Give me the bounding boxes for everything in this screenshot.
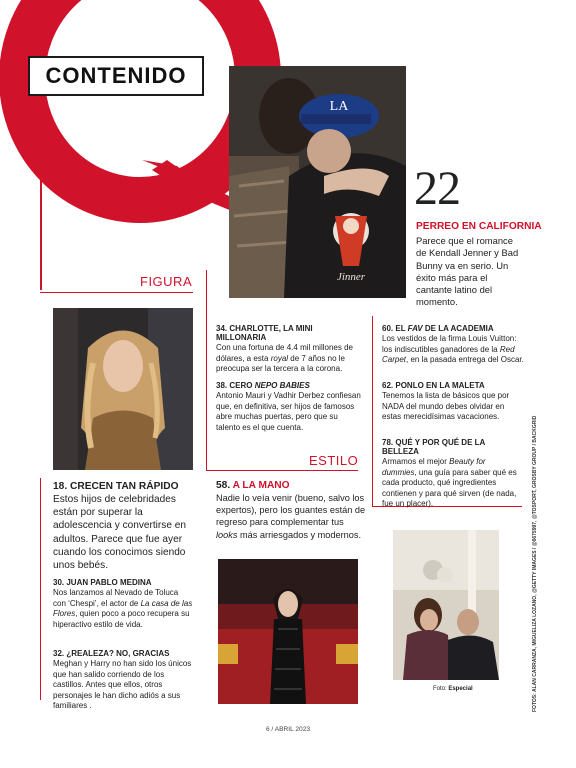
item-juan-pablo[interactable] [53,578,193,630]
page-title: CONTENIDO [45,63,187,88]
item-nepo[interactable] [216,381,364,433]
item-charlotte-text: Con una fortuna de 4.4 mil millones de dólares, a esta royal de 7 años no le preocupa ser la tercera a la corona. [216,343,353,374]
couple-embrace-photo-icon [229,66,406,298]
item-maleta-text: Tenemos la lista de básicos que por NADA del mundo debes olvidar en estas merecidísimas vacaciones. [382,391,510,422]
item-charlotte[interactable] [216,324,364,375]
item-mano-text: Nadie lo veía venir (bueno, salvo los expertos), pero los guantes están de regreso para complementar tus looks más arriesgados y modernos. [216,493,366,540]
item-belleza[interactable] [382,438,522,510]
item-crecen-title: CRECEN TAN RÁPIDO [70,481,179,492]
item-realeza[interactable] [53,649,193,712]
feature-headline[interactable]: PERREO EN CALIFORNIA [416,221,542,232]
item-academia-text: Los vestidos de la firma Louis Vuitton: los indiscutibles ganadores de la Red Carpet, en la pasada entrega del Oscar. [382,334,524,365]
item-nepo-text: Antonio Mauri y Vadhir Derbez confiesan que, en definitiva, ser hijos de famosos abre muchas puertas, pero que su talento es el que cuenta. [216,391,361,432]
item-academia[interactable] [382,324,528,366]
item-academia-number: 60. [382,324,394,333]
item-crecen[interactable] [53,481,199,572]
item-nepo-title: CERO NEPO BABIES [229,381,310,390]
item-mano[interactable] [216,480,366,541]
page-title-box [28,56,204,96]
item-maleta-title: PONLO EN LA MALETA [395,381,485,390]
divider-left-top [40,150,42,290]
divider-col3 [372,316,373,506]
item-crecen-text: Estos hijos de celebridades están por superar la adolescencia y convertirse en adultos. Parece que fue ayer cuando los conocimos siendo unos bebés. [53,494,186,572]
item-charlotte-title: CHARLOTTE, LA MINI MILLONARIA [216,324,313,342]
side-credits: FOTOS: ALAN CARRANZA, MIGUELIZA LOZANO, @GETTY IMAGES / @6675997, @TOSPORT, GROSBY GROUP / BACKGRID [532,415,538,712]
red-carpet-photo-icon [218,559,358,704]
section-estilo[interactable]: ESTILO [309,453,359,468]
divider-estilo [206,470,358,471]
feature-page-number[interactable]: 22 [414,162,460,215]
item-realeza-text: Meghan y Harry no han sido los únicos que han salido corriendo de los castillos. Antes que ellos, otros personajes le han dicho adiós a sus familiares . [53,659,192,711]
item-juan-pablo-number: 30. [53,578,65,587]
item-juan-pablo-title: JUAN PABLO MEDINA [66,578,152,587]
divider-figura [40,292,193,293]
divider-left-bottom [40,478,41,700]
item-nepo-number: 38. [216,381,228,390]
section-figura[interactable]: FIGURA [140,274,193,289]
item-realeza-number: 32. [53,649,65,658]
svg-text:LA: LA [329,99,349,114]
item-charlotte-number: 34. [216,324,228,333]
item-crecen-number: 18. [53,481,68,492]
figura-photo[interactable] [53,308,193,470]
item-juan-pablo-text: Nos lanzamos al Nevado de Toluca con ‘Chespi’, el actor de La casa de las Flores, quien poco a poco recupera su hiperactivo estilo de vida. [53,588,193,629]
item-maleta[interactable] [382,381,522,423]
item-belleza-title: QUÉ Y POR QUÉ DE LA BELLEZA [382,438,486,456]
item-mano-title: A LA MANO [232,480,290,491]
feature-photo[interactable] [229,66,406,298]
estilo-photo[interactable] [218,559,358,704]
divider-col2 [206,270,207,470]
item-belleza-number: 78. [382,438,394,447]
item-mano-number: 58. [216,480,231,491]
item-maleta-number: 62. [382,381,394,390]
item-realeza-title: ¿REALEZA? NO, GRACIAS [66,649,170,658]
footer-folio: 6 / ABRIL 2023 [265,726,311,733]
item-belleza-text: Armamos el mejor Beauty for dummies, una guía para saber qué es cada producto, qué ingredientes contienen y para qué sirven (de nada, fue un placer). [382,457,517,509]
item-academia-title: EL FAV DE LA ACADEMIA [395,324,494,333]
photo-caption: Foto: Especial [433,686,473,692]
blonde-woman-photo-icon [53,308,193,470]
couple-photo[interactable] [393,530,499,680]
svg-text:Jinner: Jinner [336,271,366,283]
couple-dinner-photo-icon [393,530,499,680]
feature-text: Parece que el romance de Kendall Jenner y Bad Bunny va en serio. Un éxito más para el cantante latino del momento. [416,235,519,308]
